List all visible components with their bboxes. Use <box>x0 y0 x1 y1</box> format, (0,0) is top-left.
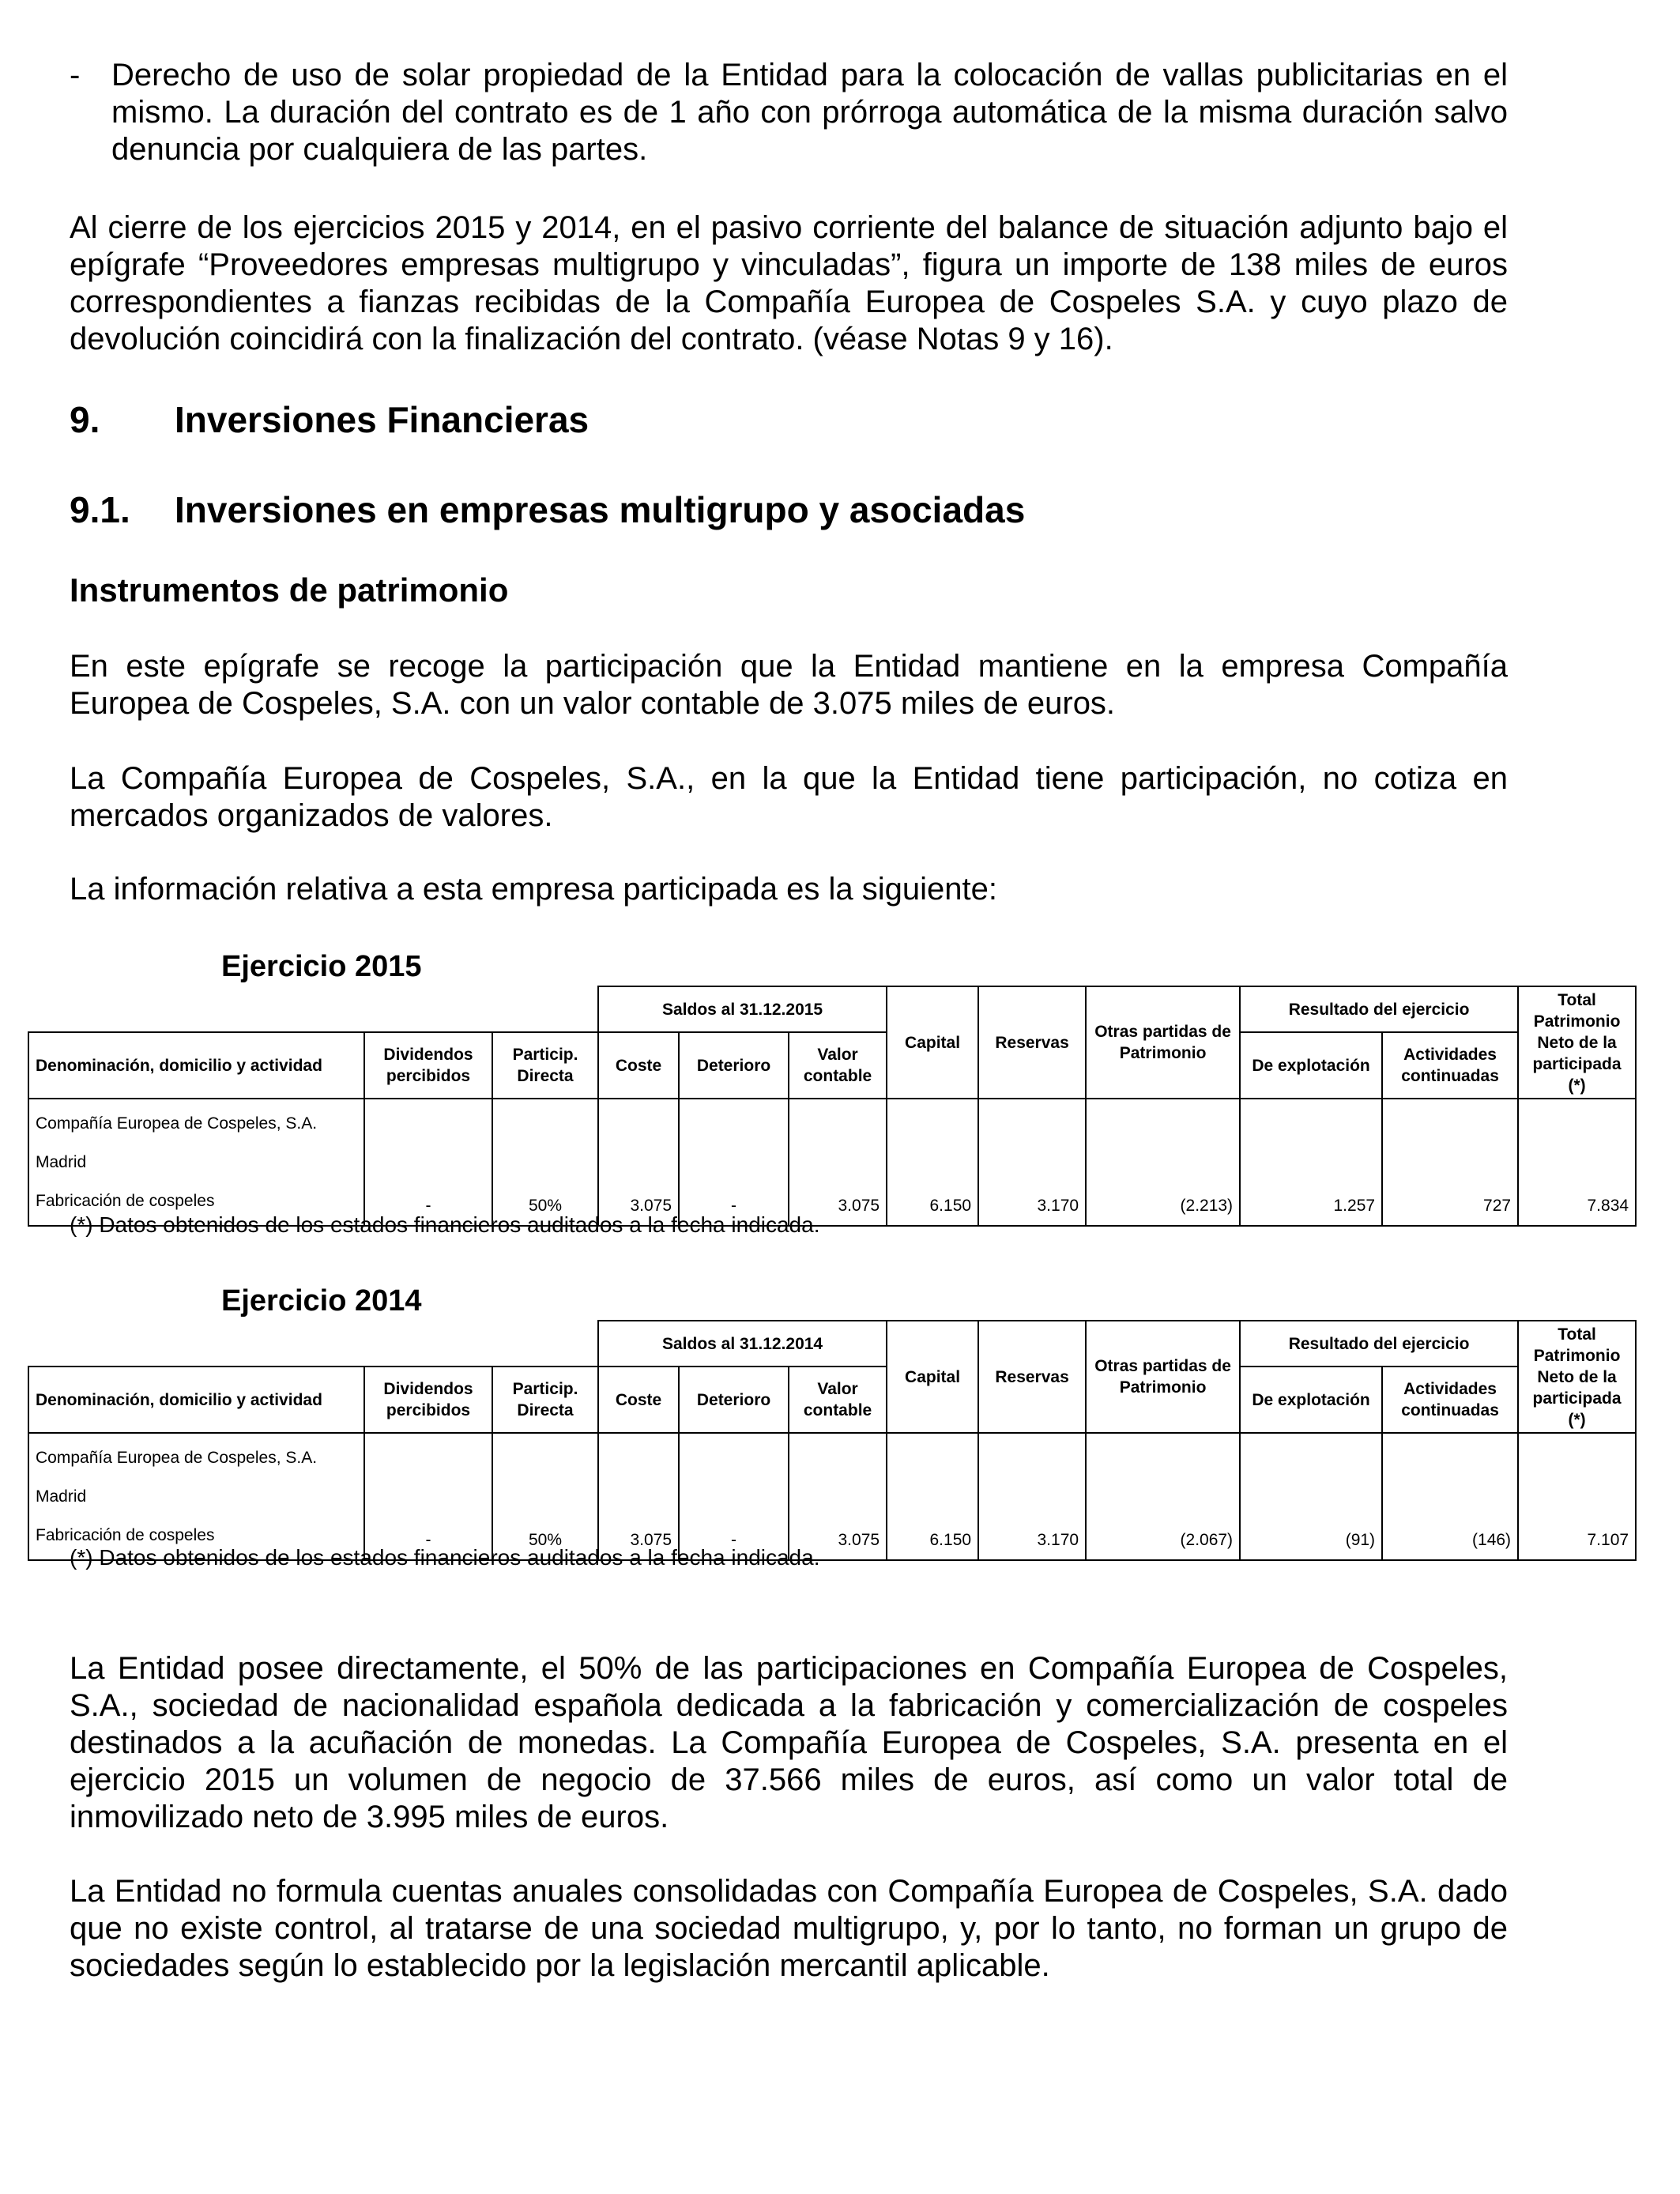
header-capital: Capital <box>887 1321 978 1433</box>
heading-number: 9. <box>70 399 100 440</box>
company-activity: Fabricación de cospeles <box>36 1192 215 1210</box>
cell-denominacion <box>28 1433 364 1560</box>
header-actividades: Actividades continuadas <box>1382 1367 1518 1433</box>
header-saldos: Saldos al 31.12.2015 <box>598 986 887 1032</box>
table-2014-title: Ejercicio 2014 <box>221 1284 422 1318</box>
table-2015 <box>28 986 1637 1227</box>
header-explotacion: De explotación <box>1240 1032 1382 1099</box>
heading-inversiones-financieras <box>70 398 589 442</box>
cell-deterioro: - <box>679 1433 789 1560</box>
cell-dividendos: - <box>364 1433 492 1560</box>
table-2014-footnote: (*) Datos obtenidos de los estados financieros auditados a la fecha indicada. <box>70 1545 820 1570</box>
cell-total-patrimonio: 7.834 <box>1518 1099 1636 1226</box>
paragraph-cierre: Al cierre de los ejercicios 2015 y 2014, en el pasivo corriente del balance de situación adjunto bajo el epígrafe “Proveedores empresas multigrupo y vinculadas”, figura un importe de 138 miles de euros correspondientes a fianzas recibidas de la Compañía Europea de Cospeles S.A. y cuyo plazo de devolución coincidirá con la finalización del contrato. (véase Notas 9 y 16). <box>70 210 1508 356</box>
header-total-patrimonio: Total Patrimonio Neto de la participada (*) <box>1518 986 1636 1099</box>
cell-particip: 50% <box>492 1433 598 1560</box>
header-valor-contable: Valor contable <box>789 1032 887 1099</box>
cell-reservas: 3.170 <box>978 1099 1086 1226</box>
header-dividendos: Dividendos percibidos <box>364 1032 492 1099</box>
cell-total-patrimonio: 7.107 <box>1518 1433 1636 1560</box>
cell-actividades: (146) <box>1382 1433 1518 1560</box>
company-name: Compañía Europea de Cospeles, S.A. <box>36 1114 318 1133</box>
heading-number: 9.1. <box>70 489 130 530</box>
company-name: Compañía Europea de Cospeles, S.A. <box>36 1449 318 1467</box>
heading-text: Inversiones en empresas multigrupo y asociadas <box>175 489 1026 530</box>
cell-otras-partidas: (2.067) <box>1086 1433 1240 1560</box>
heading-inversiones-multigrupo <box>70 488 1025 532</box>
cell-coste: 3.075 <box>598 1433 679 1560</box>
header-otras-partidas: Otras partidas de Patrimonio <box>1086 986 1240 1099</box>
cell-coste: 3.075 <box>598 1099 679 1226</box>
cell-reservas: 3.170 <box>978 1433 1086 1560</box>
header-reservas: Reservas <box>978 1321 1086 1433</box>
cell-denominacion <box>28 1099 364 1226</box>
cell-otras-partidas: (2.213) <box>1086 1099 1240 1226</box>
table-row <box>28 1433 1636 1560</box>
table-2014 <box>28 1320 1637 1561</box>
company-location: Madrid <box>36 1487 87 1506</box>
bullet-dash: - <box>70 58 81 92</box>
header-valor-contable: Valor contable <box>789 1367 887 1433</box>
header-explotacion: De explotación <box>1240 1367 1382 1433</box>
header-actividades: Actividades continuadas <box>1382 1032 1518 1099</box>
header-denominacion: Denominación, domicilio y actividad <box>28 1032 364 1099</box>
header-reservas: Reservas <box>978 986 1086 1099</box>
header-deterioro: Deterioro <box>679 1367 789 1433</box>
cell-explotacion: (91) <box>1240 1433 1382 1560</box>
header-particip: Particip. Directa <box>492 1367 598 1433</box>
paragraph-posee: La Entidad posee directamente, el 50% de las participaciones en Compañía Europea de Cospeles, S.A., sociedad de nacionalidad española dedicada a la fabricación y comercialización de cospeles destinados a la acuñación de monedas. La Compañía Europea de Cospeles, S.A. presenta en el ejercicio 2015 un volumen de negocio de 37.566 miles de euros, así como un valor total de inmovilizado neto de 3.995 miles de euros. <box>70 1651 1508 1834</box>
paragraph-consolidadas: La Entidad no formula cuentas anuales consolidadas con Compañía Europea de Cospeles, S.A. dado que no existe control, al tratarse de una sociedad multigrupo, y, por lo tanto, no forman un grupo de sociedades según lo establecido por la legislación mercantil aplicable. <box>70 1874 1508 1983</box>
header-total-patrimonio: Total Patrimonio Neto de la participada (*) <box>1518 1321 1636 1433</box>
header-resultado: Resultado del ejercicio <box>1240 986 1518 1032</box>
header-deterioro: Deterioro <box>679 1032 789 1099</box>
header-capital: Capital <box>887 986 978 1099</box>
header-dividendos: Dividendos percibidos <box>364 1367 492 1433</box>
header-denominacion: Denominación, domicilio y actividad <box>28 1367 364 1433</box>
cell-explotacion: 1.257 <box>1240 1099 1382 1226</box>
paragraph-epigrafe: En este epígrafe se recoge la participación que la Entidad mantiene en la empresa Compañía Europea de Cospeles, S.A. con un valor contable de 3.075 miles de euros. <box>70 649 1508 721</box>
company-location: Madrid <box>36 1153 87 1171</box>
cell-dividendos: - <box>364 1099 492 1226</box>
subheading-instrumentos: Instrumentos de patrimonio <box>70 571 509 609</box>
company-activity: Fabricación de cospeles <box>36 1526 215 1544</box>
cell-capital: 6.150 <box>887 1433 978 1560</box>
header-saldos: Saldos al 31.12.2014 <box>598 1321 887 1367</box>
blank-header <box>28 986 598 1032</box>
cell-actividades: 727 <box>1382 1099 1518 1226</box>
cell-capital: 6.150 <box>887 1099 978 1226</box>
paragraph-info: La información relativa a esta empresa participada es la siguiente: <box>70 872 997 907</box>
header-coste: Coste <box>598 1367 679 1433</box>
table-2015-footnote: (*) Datos obtenidos de los estados financieros auditados a la fecha indicada. <box>70 1212 820 1237</box>
header-resultado: Resultado del ejercicio <box>1240 1321 1518 1367</box>
table-2015-title: Ejercicio 2015 <box>221 950 422 983</box>
header-otras-partidas: Otras partidas de Patrimonio <box>1086 1321 1240 1433</box>
cell-particip: 50% <box>492 1099 598 1226</box>
heading-text: Inversiones Financieras <box>175 399 590 440</box>
cell-valor-contable: 3.075 <box>789 1099 887 1226</box>
bullet-solar-text: Derecho de uso de solar propiedad de la Entidad para la colocación de vallas publicitarias en el mismo. La duración del contrato es de 1 año con prórroga automática de la misma duración salvo denuncia por cualquiera de las partes. <box>111 58 1508 167</box>
paragraph-cotiza: La Compañía Europea de Cospeles, S.A., en la que la Entidad tiene participación, no cotiza en mercados organizados de valores. <box>70 761 1508 833</box>
blank-header <box>28 1321 598 1367</box>
table-row <box>28 1099 1636 1226</box>
cell-valor-contable: 3.075 <box>789 1433 887 1560</box>
header-coste: Coste <box>598 1032 679 1099</box>
header-particip: Particip. Directa <box>492 1032 598 1099</box>
cell-deterioro: - <box>679 1099 789 1226</box>
